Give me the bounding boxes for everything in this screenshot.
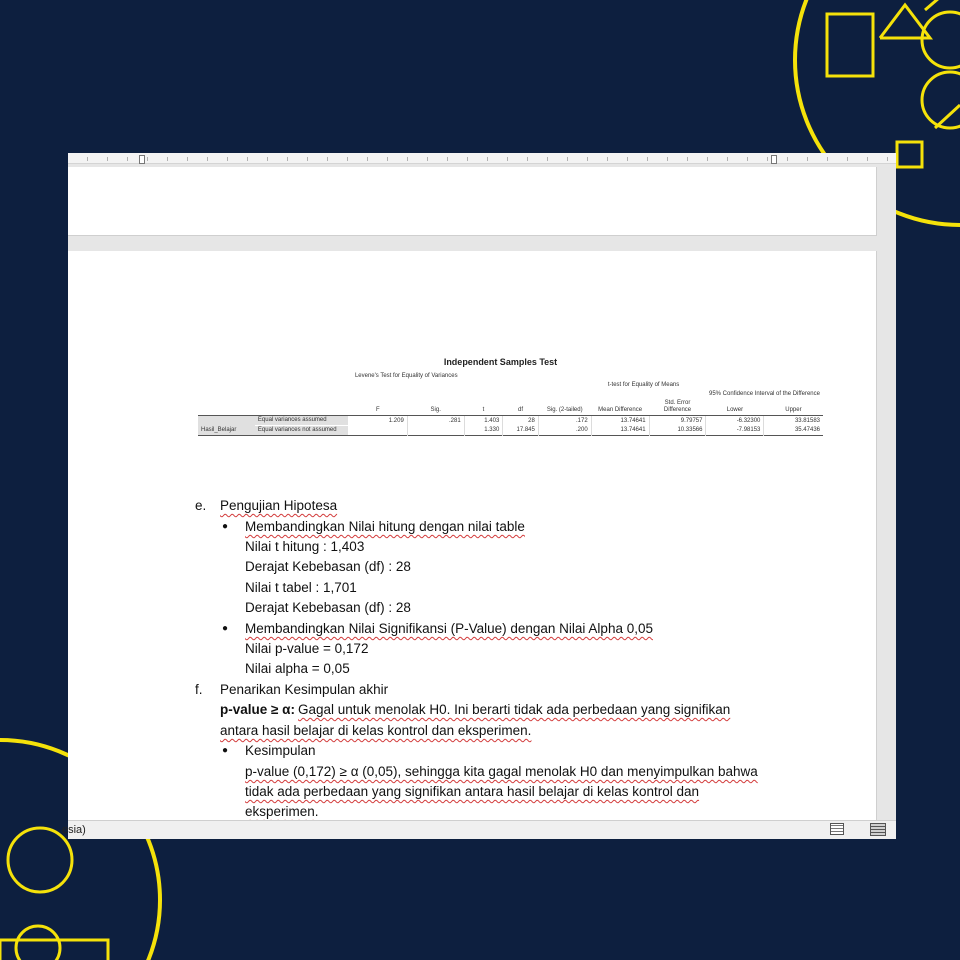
bullet-icon: ● <box>222 745 229 756</box>
section-heading: Pengujian Hipotesa <box>220 498 338 513</box>
table-cell: 33.81583 <box>764 416 823 426</box>
language-indicator[interactable]: esia) <box>62 824 86 836</box>
table-cell: -7.98153 <box>706 426 764 436</box>
table-cell: 35.47436 <box>764 426 823 436</box>
right-indent-marker[interactable] <box>771 155 777 164</box>
status-bar <box>62 820 896 839</box>
table-cell: .172 <box>538 416 591 426</box>
table-cell: 10.33566 <box>649 426 706 436</box>
table-cell: 13.74641 <box>591 416 649 426</box>
bullet-icon: ● <box>222 623 229 634</box>
col-mean-diff: Mean Difference <box>591 399 649 416</box>
table-cell: .281 <box>407 416 464 426</box>
paragraph-line: Nilai alpha = 0,05 <box>245 661 350 676</box>
table-cell: -6.32300 <box>706 416 764 426</box>
table-cell: 28 <box>503 416 539 426</box>
read-mode-icon[interactable] <box>830 823 844 835</box>
row-label: Equal variances not assumed <box>255 426 348 436</box>
col-df: df <box>503 399 539 416</box>
paragraph-line: Nilai p-value = 0,172 <box>245 641 369 656</box>
table-cell: 9.79757 <box>649 416 706 426</box>
paragraph-line: tidak ada perbedaan yang signifikan antara hasil belajar di kelas kontrol dan <box>245 784 700 799</box>
vertical-scrollbar[interactable] <box>878 167 896 821</box>
independent-samples-table <box>198 372 823 436</box>
paragraph-line: Derajat Kebebasan (df) : 28 <box>245 600 411 615</box>
variable-label: Hasil_Belajar <box>198 416 255 436</box>
horizontal-ruler[interactable] <box>68 153 896 164</box>
table-cell: 17.845 <box>503 426 539 436</box>
table-cell <box>348 426 407 436</box>
table-row <box>198 416 823 426</box>
table-cell: 1.403 <box>464 416 503 426</box>
paragraph-line: Gagal untuk menolak H0. Ini berarti tidak ada perbedaan yang signifikan <box>298 702 731 717</box>
col-sig-2tailed: Sig. (2-tailed) <box>538 399 591 416</box>
list-marker: f. <box>195 682 203 697</box>
small-square-outline <box>897 142 922 167</box>
paragraph-line: Derajat Kebebasan (df) : 28 <box>245 559 411 574</box>
spss-output-table <box>198 357 823 436</box>
bullet-icon: ● <box>222 521 229 532</box>
ttest-header: t-test for Equality of Means <box>607 382 680 388</box>
col-lower: Lower <box>706 399 764 416</box>
paragraph-line: Nilai t hitung : 1,403 <box>245 539 365 554</box>
col-sig: Sig. <box>407 399 464 416</box>
paragraph-line: p-value (0,172) ≥ α (0,05), sehingga kita gagal menolak H0 dan menyimpulkan bahwa <box>245 764 758 779</box>
bullet-text: Membandingkan Nilai hitung dengan nilai table <box>245 519 525 534</box>
square-outline <box>827 14 873 76</box>
table-cell: .200 <box>538 426 591 436</box>
bullet-text: Membandingkan Nilai Signifikansi (P-Value) dengan Nilai Alpha 0,05 <box>245 621 653 636</box>
bold-label: p-value ≥ α: <box>220 702 295 717</box>
paragraph-line: eksperimen. <box>245 804 319 819</box>
print-layout-icon[interactable] <box>870 823 886 836</box>
col-f: F <box>348 399 407 416</box>
list-marker: e. <box>195 498 207 513</box>
col-t: t <box>464 399 503 416</box>
table-cell: 13.74641 <box>591 426 649 436</box>
previous-page <box>68 167 877 236</box>
table-title: Independent Samples Test <box>443 357 558 367</box>
row-label: Equal variances assumed <box>255 416 348 426</box>
left-indent-marker[interactable] <box>139 155 145 164</box>
col-std-err: Std. Error Difference <box>649 399 706 416</box>
ci-header: 95% Confidence Interval of the Difference <box>709 391 820 397</box>
section-heading: Penarikan Kesimpulan akhir <box>220 682 389 697</box>
levene-header: Levene's Test for Equality of Variances <box>354 373 458 379</box>
paragraph-line: antara hasil belajar di kelas kontrol dan eksperimen. <box>220 723 532 738</box>
paragraph-line: Nilai t tabel : 1,701 <box>245 580 357 595</box>
bullet-text: Kesimpulan <box>245 743 316 758</box>
document-page[interactable] <box>68 251 877 831</box>
table-cell <box>407 426 464 436</box>
table-cell: 1.330 <box>464 426 503 436</box>
word-document-window <box>62 153 896 839</box>
table-row <box>198 426 823 436</box>
col-upper: Upper <box>764 399 823 416</box>
table-cell: 1.209 <box>348 416 407 426</box>
